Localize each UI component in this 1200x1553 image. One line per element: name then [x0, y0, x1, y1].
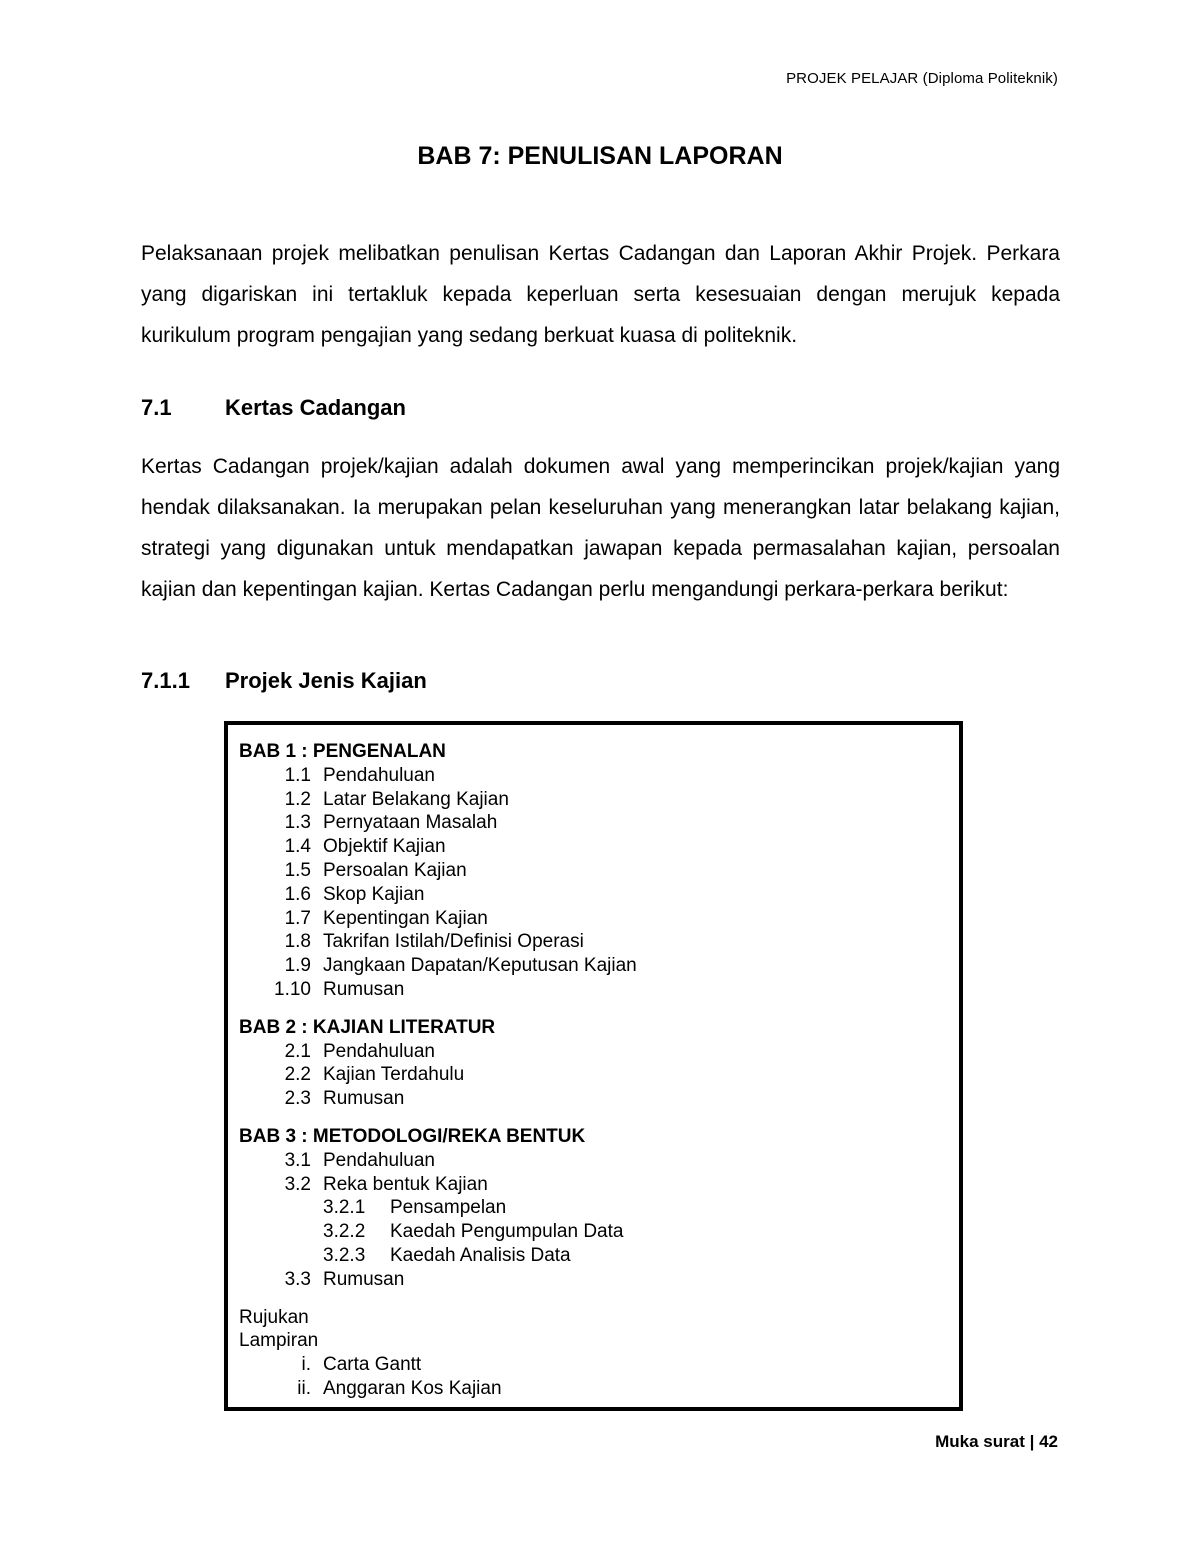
outline-item-label: Pendahuluan [323, 764, 435, 786]
outline-subitem-number: 3.2.2 [323, 1221, 366, 1243]
outline-item [239, 1040, 959, 1064]
intro-paragraph: Pelaksanaan projek melibatkan penulisan Kertas Cadangan dan Laporan Akhir Projek. Perkara yang digariskan ini tertakluk kepada keperluan serta kesesuaian dengan merujuk kepada kurikulum program pengajian yang sedang berkuat kuasa di politeknik. [141, 242, 1060, 347]
outline-item-label: Pendahuluan [323, 1040, 435, 1062]
report-outline-box [224, 721, 963, 1411]
outline-item [239, 907, 959, 931]
outline-item-number: 2.1 [284, 1040, 311, 1062]
outline-item-label: Objektif Kajian [323, 836, 446, 858]
outline-item-number: i. [301, 1354, 311, 1376]
outline-item [239, 835, 959, 859]
outline-subitem [239, 1196, 959, 1220]
outline-item [239, 1353, 959, 1377]
outline-item-number: 1.8 [284, 931, 311, 953]
section-title: Kertas Cadangan [225, 395, 406, 420]
outline-item-label: Reka bentuk Kajian [323, 1173, 488, 1195]
outline-item-number: 3.3 [284, 1268, 311, 1290]
outline-item [239, 1268, 959, 1292]
outline-item-label: Latar Belakang Kajian [323, 788, 509, 810]
outline-item-number: 2.3 [284, 1088, 311, 1110]
outline-subitem-label: Kaedah Pengumpulan Data [390, 1221, 624, 1243]
section-number: 7.1 [141, 395, 172, 420]
outline-item [239, 1173, 959, 1197]
outline-item-number: 1.3 [284, 812, 311, 834]
outline-item-label: Jangkaan Dapatan/Keputusan Kajian [323, 955, 637, 977]
outline-item-number: 1.7 [284, 907, 311, 929]
outline-item-label: Persoalan Kajian [323, 859, 467, 881]
section-number: 7.1.1 [141, 668, 190, 693]
outline-item-label: Rumusan [323, 978, 405, 1000]
section-heading-7-1-1 [141, 668, 427, 694]
outline-item-label: Kepentingan Kajian [323, 907, 488, 929]
outline-chapter-title: BAB 2 : KAJIAN LITERATUR [239, 1016, 496, 1038]
outline-item-number: 3.2 [284, 1173, 311, 1195]
running-head: PROJEK PELAJAR (Diploma Politeknik) [786, 70, 1058, 87]
outline-item [239, 1149, 959, 1173]
outline-item-label: Rumusan [323, 1088, 405, 1110]
outline-subitem-label: Pensampelan [390, 1197, 507, 1219]
outline-item-number: ii. [297, 1377, 311, 1399]
outline-item-label: Anggaran Kos Kajian [323, 1377, 502, 1399]
outline-item [239, 1377, 959, 1401]
outline-item-number: 1.2 [284, 788, 311, 810]
outline-lampiran-title: Lampiran [239, 1330, 319, 1352]
outline-item-number: 1.9 [284, 955, 311, 977]
outline-item [239, 954, 959, 978]
outline-chapter-title: BAB 3 : METODOLOGI/REKA BENTUK [239, 1125, 586, 1147]
outline-item [239, 1063, 959, 1087]
outline-item-number: 1.10 [274, 978, 311, 1000]
outline-item [239, 788, 959, 812]
outline-item-label: Takrifan Istilah/Definisi Operasi [323, 931, 584, 953]
outline-item [239, 764, 959, 788]
outline-item-number: 1.1 [284, 764, 311, 786]
outline-item-label: Pernyataan Masalah [323, 812, 498, 834]
outline-subitem [239, 1220, 959, 1244]
outline-item-label: Rumusan [323, 1268, 405, 1290]
outline-item-label: Skop Kajian [323, 883, 425, 905]
page-number: Muka surat | 42 [935, 1432, 1058, 1451]
outline-item-number: 1.4 [284, 836, 311, 858]
outline-subitem-label: Kaedah Analisis Data [390, 1244, 571, 1266]
outline-item-number: 2.2 [284, 1064, 311, 1086]
outline-item [239, 883, 959, 907]
outline-item [239, 859, 959, 883]
outline-item-label: Pendahuluan [323, 1149, 435, 1171]
section-7-1-paragraph: Kertas Cadangan projek/kajian adalah dokumen awal yang memperincikan projek/kajian yang hendak dilaksanakan. Ia merupakan pelan keseluruhan yang menerangkan latar belakang kajian, strategi yang digunakan untuk mendapatkan jawapan kepada permasalahan kajian, persoalan kajian dan kepentingan kajian. Kertas Cadangan perlu mengandungi perkara-perkara berikut: [141, 455, 1060, 601]
outline-item [239, 1087, 959, 1111]
outline-chapter-title: BAB 1 : PENGENALAN [239, 741, 446, 762]
outline-subitem-number: 3.2.1 [323, 1197, 366, 1219]
outline-item-number: 1.5 [284, 859, 311, 881]
outline-item [239, 930, 959, 954]
outline-item-label: Carta Gantt [323, 1354, 422, 1376]
outline-rujukan: Rujukan [239, 1306, 309, 1328]
chapter-title: BAB 7: PENULISAN LAPORAN [417, 142, 783, 170]
outline-item [239, 811, 959, 835]
section-heading-7-1 [141, 395, 406, 421]
outline-item-number: 1.6 [284, 883, 311, 905]
outline-subitem-number: 3.2.3 [323, 1244, 366, 1266]
outline-item-label: Kajian Terdahulu [323, 1064, 465, 1086]
outline-item [239, 978, 959, 1002]
outline-item-number: 3.1 [284, 1149, 311, 1171]
section-title: Projek Jenis Kajian [225, 668, 427, 693]
outline-subitem [239, 1244, 959, 1268]
